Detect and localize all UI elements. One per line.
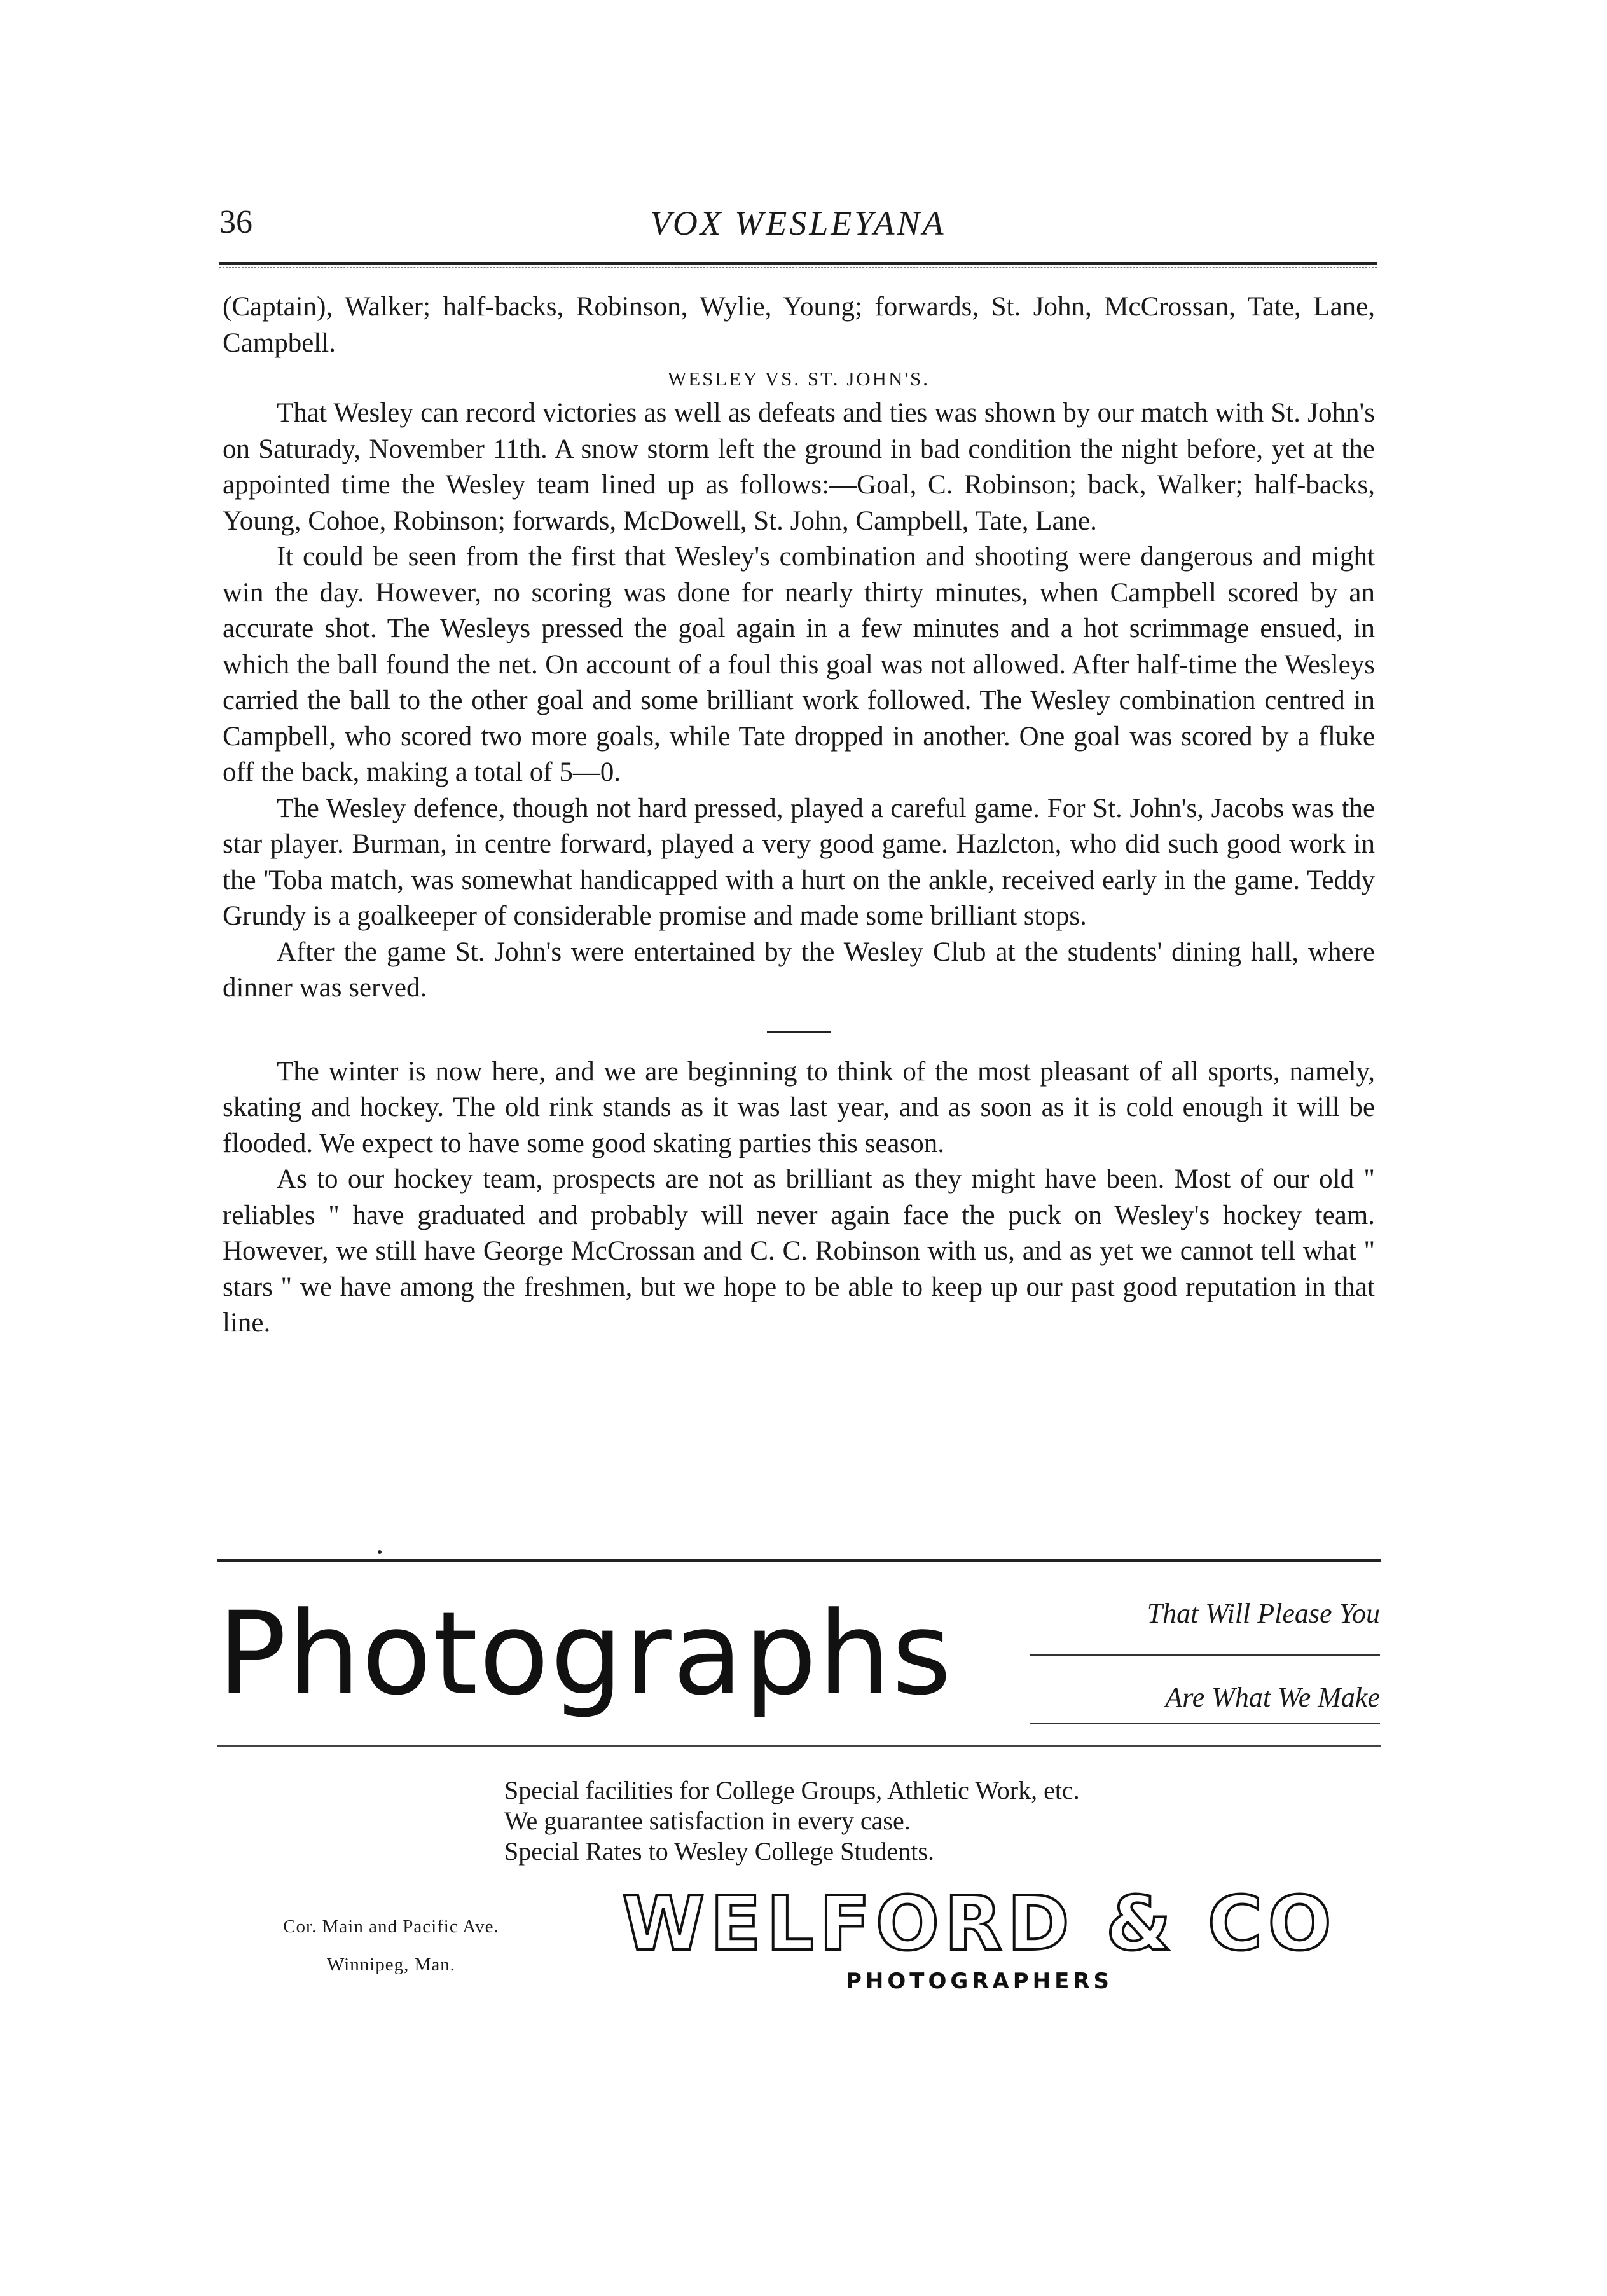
journal-title: VOX WESLEYANA (650, 204, 946, 242)
hockey-paragraph: As to our hockey team, prospects are not as brilliant as they might have been. Most of our old " reliables " have graduated and probably will never again face the puck on Wesley's hockey team. However, we still have George McCrossan and C. C. Robinson with us, and as yet we cannot tell what " stars " we have among the freshmen, but we hope to be able to keep up our past good reputation in that line. (223, 1164, 1375, 1338)
tagline-rule (1030, 1723, 1380, 1724)
ad-detail-line: Special Rates to Wesley College Students. (504, 1837, 934, 1866)
hockey-paragraph: The winter is now here, and we are beginning to think of the most pleasant of all sports, namely, skating and hockey. The old rink stands as it was last year, and as soon as it is cold enough it will be flooded. We expect to have some good skating parties this season. (223, 1056, 1375, 1158)
running-head (219, 203, 1377, 254)
match-paragraph: It could be seen from the first that Wesley's combination and shooting were dangerous and might win the day. However, no scoring was done for nearly thirty minutes, when Campbell scored by an accurate shot. The Wesleys pressed the goal again in a few minutes and a hot scrimmage ensued, in which the ball found the net. On account of a foul this goal was not allowed. After half-time the Wesleys carried the ball to the other goal and some brilliant work followed. The Wesley combination centred in Campbell, who scored two more goals, while Tate dropped in another. One goal was scored by a fluke off the back, making a total of 5—0. (223, 542, 1375, 787)
ad-details (504, 1775, 1331, 1867)
header-rule-dashed (219, 267, 1377, 268)
ad-tagline-2: Are What We Make (1165, 1682, 1380, 1713)
match-paragraph: The Wesley defence, though not hard pressed, played a careful game. For St. John's, Jacobs was the star player. Burman, in centre forward, played a very good game. Hazlcton, who did such good work in the 'Toba match, was somewhat handicapped with a hurt on the ankle, received early in the game. Teddy Grundy is a goalkeeper of considerable promise and made some brilliant stops. (223, 793, 1375, 931)
page-number: 36 (219, 204, 252, 240)
ad-headline: Photographs (217, 1588, 953, 1721)
ad-ornament-dot (378, 1550, 382, 1554)
ad-tagline-1: That Will Please You (1147, 1598, 1380, 1629)
team-lineup-continued: (Captain), Walker; half-backs, Robinson, Wylie, Young; forwards, St. John, McCrossan, Tate, Lane, Campbell. (223, 292, 1375, 358)
firm-name: WELFORD & CO (622, 1880, 1337, 1967)
match-paragraph: After the game St. John's were entertained by the Wesley Club at the students' dining hall, where dinner was served. (223, 937, 1375, 1003)
ad-top-rule (217, 1559, 1381, 1562)
section-divider (767, 1031, 831, 1033)
ad-middle-rule (217, 1745, 1381, 1747)
firm-block (579, 1880, 1380, 1994)
header-rule (219, 262, 1377, 265)
studio-address (219, 1908, 563, 1984)
match-paragraph: That Wesley can record victories as well as defeats and ties was shown by our match with St. John's on Saturady, November 11th. A snow storm left the ground in bad condition the night before, yet at the appointed time the Wesley team lined up as follows:—Goal, C. Robinson; back, Walker; half-backs, Young, Cohoe, Robinson; forwards, McDowell, St. John, Campbell, Tate, Lane. (223, 398, 1375, 536)
address-line: Cor. Main and Pacific Ave. (283, 1916, 499, 1937)
address-line: Winnipeg, Man. (326, 1955, 456, 1975)
photographer-advertisement (0, 1559, 1607, 2296)
tagline-rule (1030, 1654, 1380, 1656)
match-subheading: WESLEY VS. ST. JOHN'S. (667, 368, 930, 390)
ad-detail-line: Special facilities for College Groups, Athletic Work, etc. (504, 1776, 1080, 1804)
article-body (223, 289, 1375, 1342)
firm-subtitle: PHOTOGRAPHERS (845, 1969, 1114, 1994)
ad-detail-line: We guarantee satisfaction in every case. (504, 1806, 911, 1835)
